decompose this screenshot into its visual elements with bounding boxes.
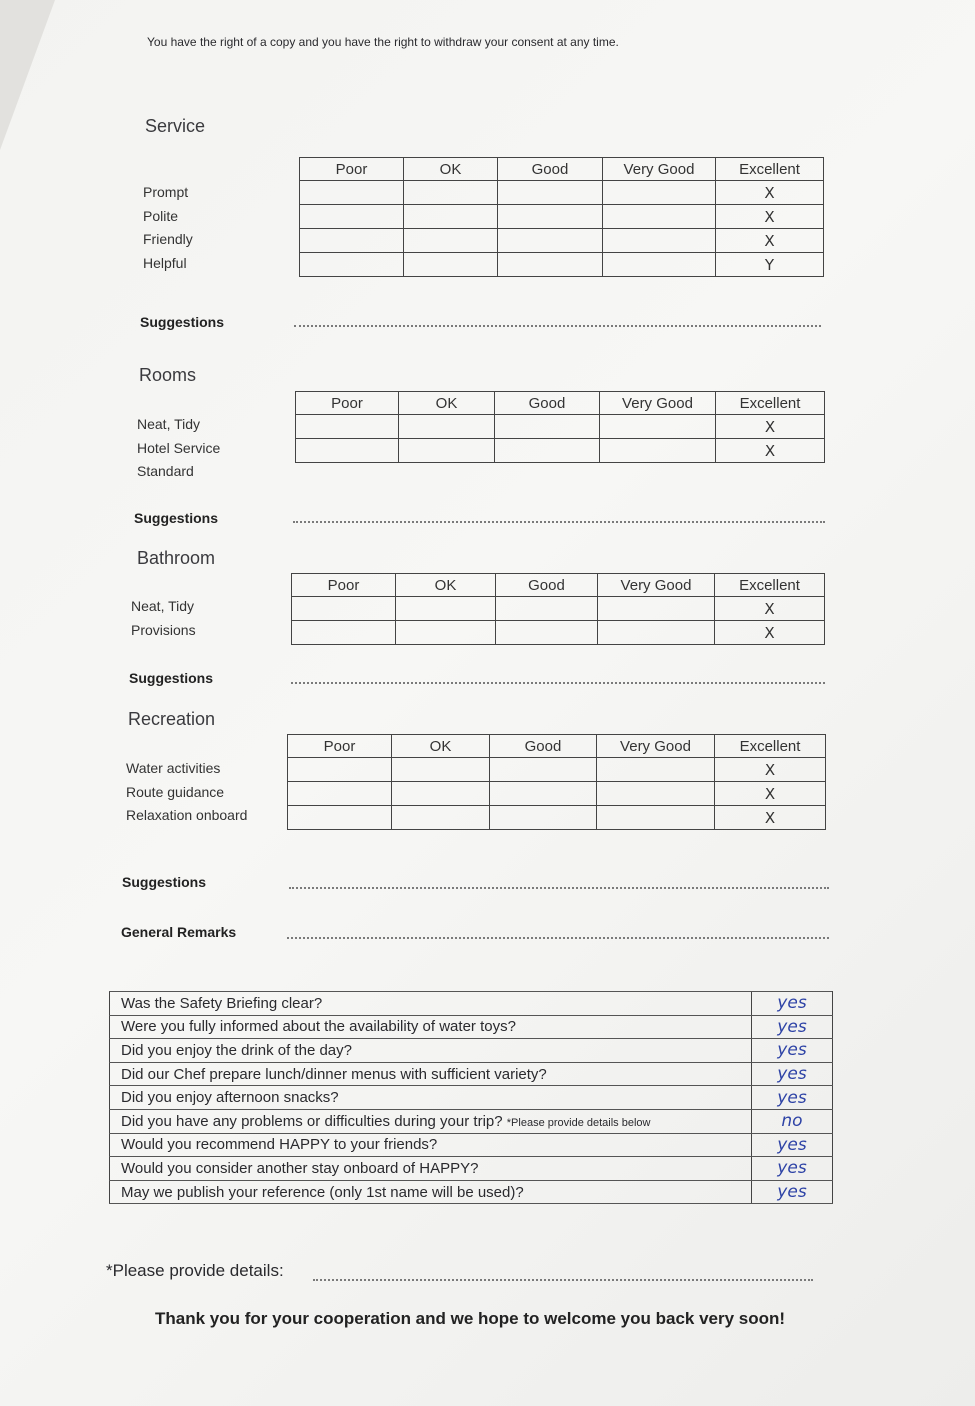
question-text: Would you consider another stay onboard of HAPPY?	[110, 1157, 752, 1181]
question-row	[110, 1062, 833, 1086]
scale-poor: Poor	[292, 574, 396, 597]
scale-very-good: Very Good	[598, 574, 715, 597]
rating-mark[interactable]: X	[716, 229, 824, 253]
scale-excellent: Excellent	[715, 574, 825, 597]
question-row	[110, 1180, 833, 1204]
details-note: *Please provide details below	[506, 1116, 651, 1129]
question-cell	[110, 1109, 752, 1133]
question-text: Did you enjoy afternoon snacks?	[110, 1086, 752, 1110]
rating-mark[interactable]: X	[715, 758, 826, 782]
question-row	[110, 1015, 833, 1039]
rating-mark[interactable]: X	[715, 597, 825, 621]
bathroom-rating-grid	[291, 573, 825, 645]
service-item: Polite	[143, 207, 179, 224]
suggestions-line[interactable]	[293, 521, 825, 523]
scale-excellent: Excellent	[716, 158, 824, 181]
answer-handwritten[interactable]: no	[752, 1109, 833, 1133]
rooms-item: Neat, Tidy	[137, 416, 201, 432]
question-text: Did our Chef prepare lunch/dinner menus with sufficient variety?	[110, 1062, 752, 1086]
scale-excellent: Excellent	[715, 735, 826, 758]
scale-poor: Poor	[288, 735, 392, 758]
question-text: Was the Safety Briefing clear?	[110, 992, 752, 1016]
answer-handwritten[interactable]: yes	[752, 1157, 833, 1181]
suggestions-label: Suggestions	[134, 510, 219, 526]
rating-mark[interactable]: X	[716, 415, 825, 439]
bathroom-item: Provisions	[131, 621, 196, 638]
service-item-list	[143, 181, 193, 275]
rating-mark[interactable]: X	[715, 806, 826, 830]
question-text: Did you enjoy the drink of the day?	[110, 1039, 752, 1063]
section-title-bathroom: Bathroom	[137, 548, 216, 568]
question-row	[110, 1086, 833, 1110]
details-line[interactable]	[313, 1279, 813, 1281]
scale-ok: OK	[396, 574, 496, 597]
scale-ok: OK	[392, 735, 490, 758]
general-remarks-label: General Remarks	[121, 924, 237, 940]
answer-handwritten[interactable]: yes	[752, 1086, 833, 1110]
paper-corner-shadow	[0, 0, 55, 150]
answer-handwritten[interactable]: yes	[752, 1039, 833, 1063]
section-title-service: Service	[145, 116, 206, 136]
scale-good: Good	[498, 158, 603, 181]
answer-handwritten[interactable]: yes	[752, 1133, 833, 1157]
recreation-item: Water activities	[126, 760, 221, 776]
scale-good: Good	[496, 574, 598, 597]
rooms-item: Standard	[137, 463, 194, 479]
rooms-item-list	[137, 413, 220, 484]
bathroom-item-list	[131, 595, 196, 642]
rating-mark[interactable]: X	[716, 439, 825, 463]
service-item: Prompt	[143, 184, 189, 200]
questions-table	[109, 991, 833, 1204]
answer-handwritten[interactable]: yes	[752, 1180, 833, 1204]
answer-handwritten[interactable]: yes	[752, 992, 833, 1016]
bathroom-item: Neat, Tidy	[131, 598, 195, 614]
general-remarks-line[interactable]	[287, 937, 829, 939]
scale-very-good: Very Good	[603, 158, 716, 181]
question-text: Would you recommend HAPPY to your friends?	[110, 1133, 752, 1157]
thank-you-message: Thank you for your cooperation and we hope to welcome you back very soon!	[155, 1309, 786, 1328]
recreation-item: Route guidance	[126, 783, 225, 800]
suggestions-label: Suggestions	[122, 874, 207, 890]
suggestions-line[interactable]	[294, 325, 821, 327]
scale-excellent: Excellent	[716, 392, 825, 415]
scale-ok: OK	[399, 392, 495, 415]
question-row	[110, 1109, 833, 1133]
rating-mark[interactable]: X	[715, 782, 826, 806]
question-row	[110, 1157, 833, 1181]
service-item: Helpful	[143, 254, 187, 271]
scale-ok: OK	[404, 158, 498, 181]
scale-poor: Poor	[300, 158, 404, 181]
question-text: Did you have any problems or difficulties during your trip?	[121, 1112, 503, 1130]
answer-handwritten[interactable]: yes	[752, 1062, 833, 1086]
rating-mark[interactable]: X	[716, 181, 824, 205]
suggestions-label: Suggestions	[129, 670, 214, 686]
scale-very-good: Very Good	[600, 392, 716, 415]
scale-good: Good	[495, 392, 600, 415]
suggestions-line[interactable]	[291, 682, 825, 684]
rating-mark[interactable]: Y	[716, 253, 824, 277]
suggestions-label: Suggestions	[140, 314, 225, 330]
rooms-item: Hotel Service	[137, 439, 221, 456]
service-rating-grid	[299, 157, 824, 277]
details-label: *Please provide details:	[106, 1261, 284, 1280]
recreation-item: Relaxation onboard	[126, 807, 248, 823]
recreation-item-list	[126, 757, 247, 828]
scale-good: Good	[490, 735, 597, 758]
recreation-rating-grid	[287, 734, 826, 830]
service-item: Friendly	[143, 231, 193, 247]
question-row	[110, 992, 833, 1016]
rooms-rating-grid	[295, 391, 825, 463]
question-row	[110, 1133, 833, 1157]
rating-mark[interactable]: X	[716, 205, 824, 229]
suggestions-line[interactable]	[289, 887, 829, 889]
question-row	[110, 1039, 833, 1063]
section-title-rooms: Rooms	[139, 365, 197, 385]
question-text: May we publish your reference (only 1st name will be used)?	[110, 1180, 752, 1204]
scale-poor: Poor	[296, 392, 399, 415]
consent-notice: You have the right of a copy and you have the right to withdraw your consent at any time.	[147, 35, 619, 49]
scale-very-good: Very Good	[597, 735, 715, 758]
answer-handwritten[interactable]: yes	[752, 1015, 833, 1039]
question-text: Were you fully informed about the availability of water toys?	[110, 1015, 752, 1039]
rating-mark[interactable]: X	[715, 621, 825, 645]
section-title-recreation: Recreation	[128, 709, 216, 729]
